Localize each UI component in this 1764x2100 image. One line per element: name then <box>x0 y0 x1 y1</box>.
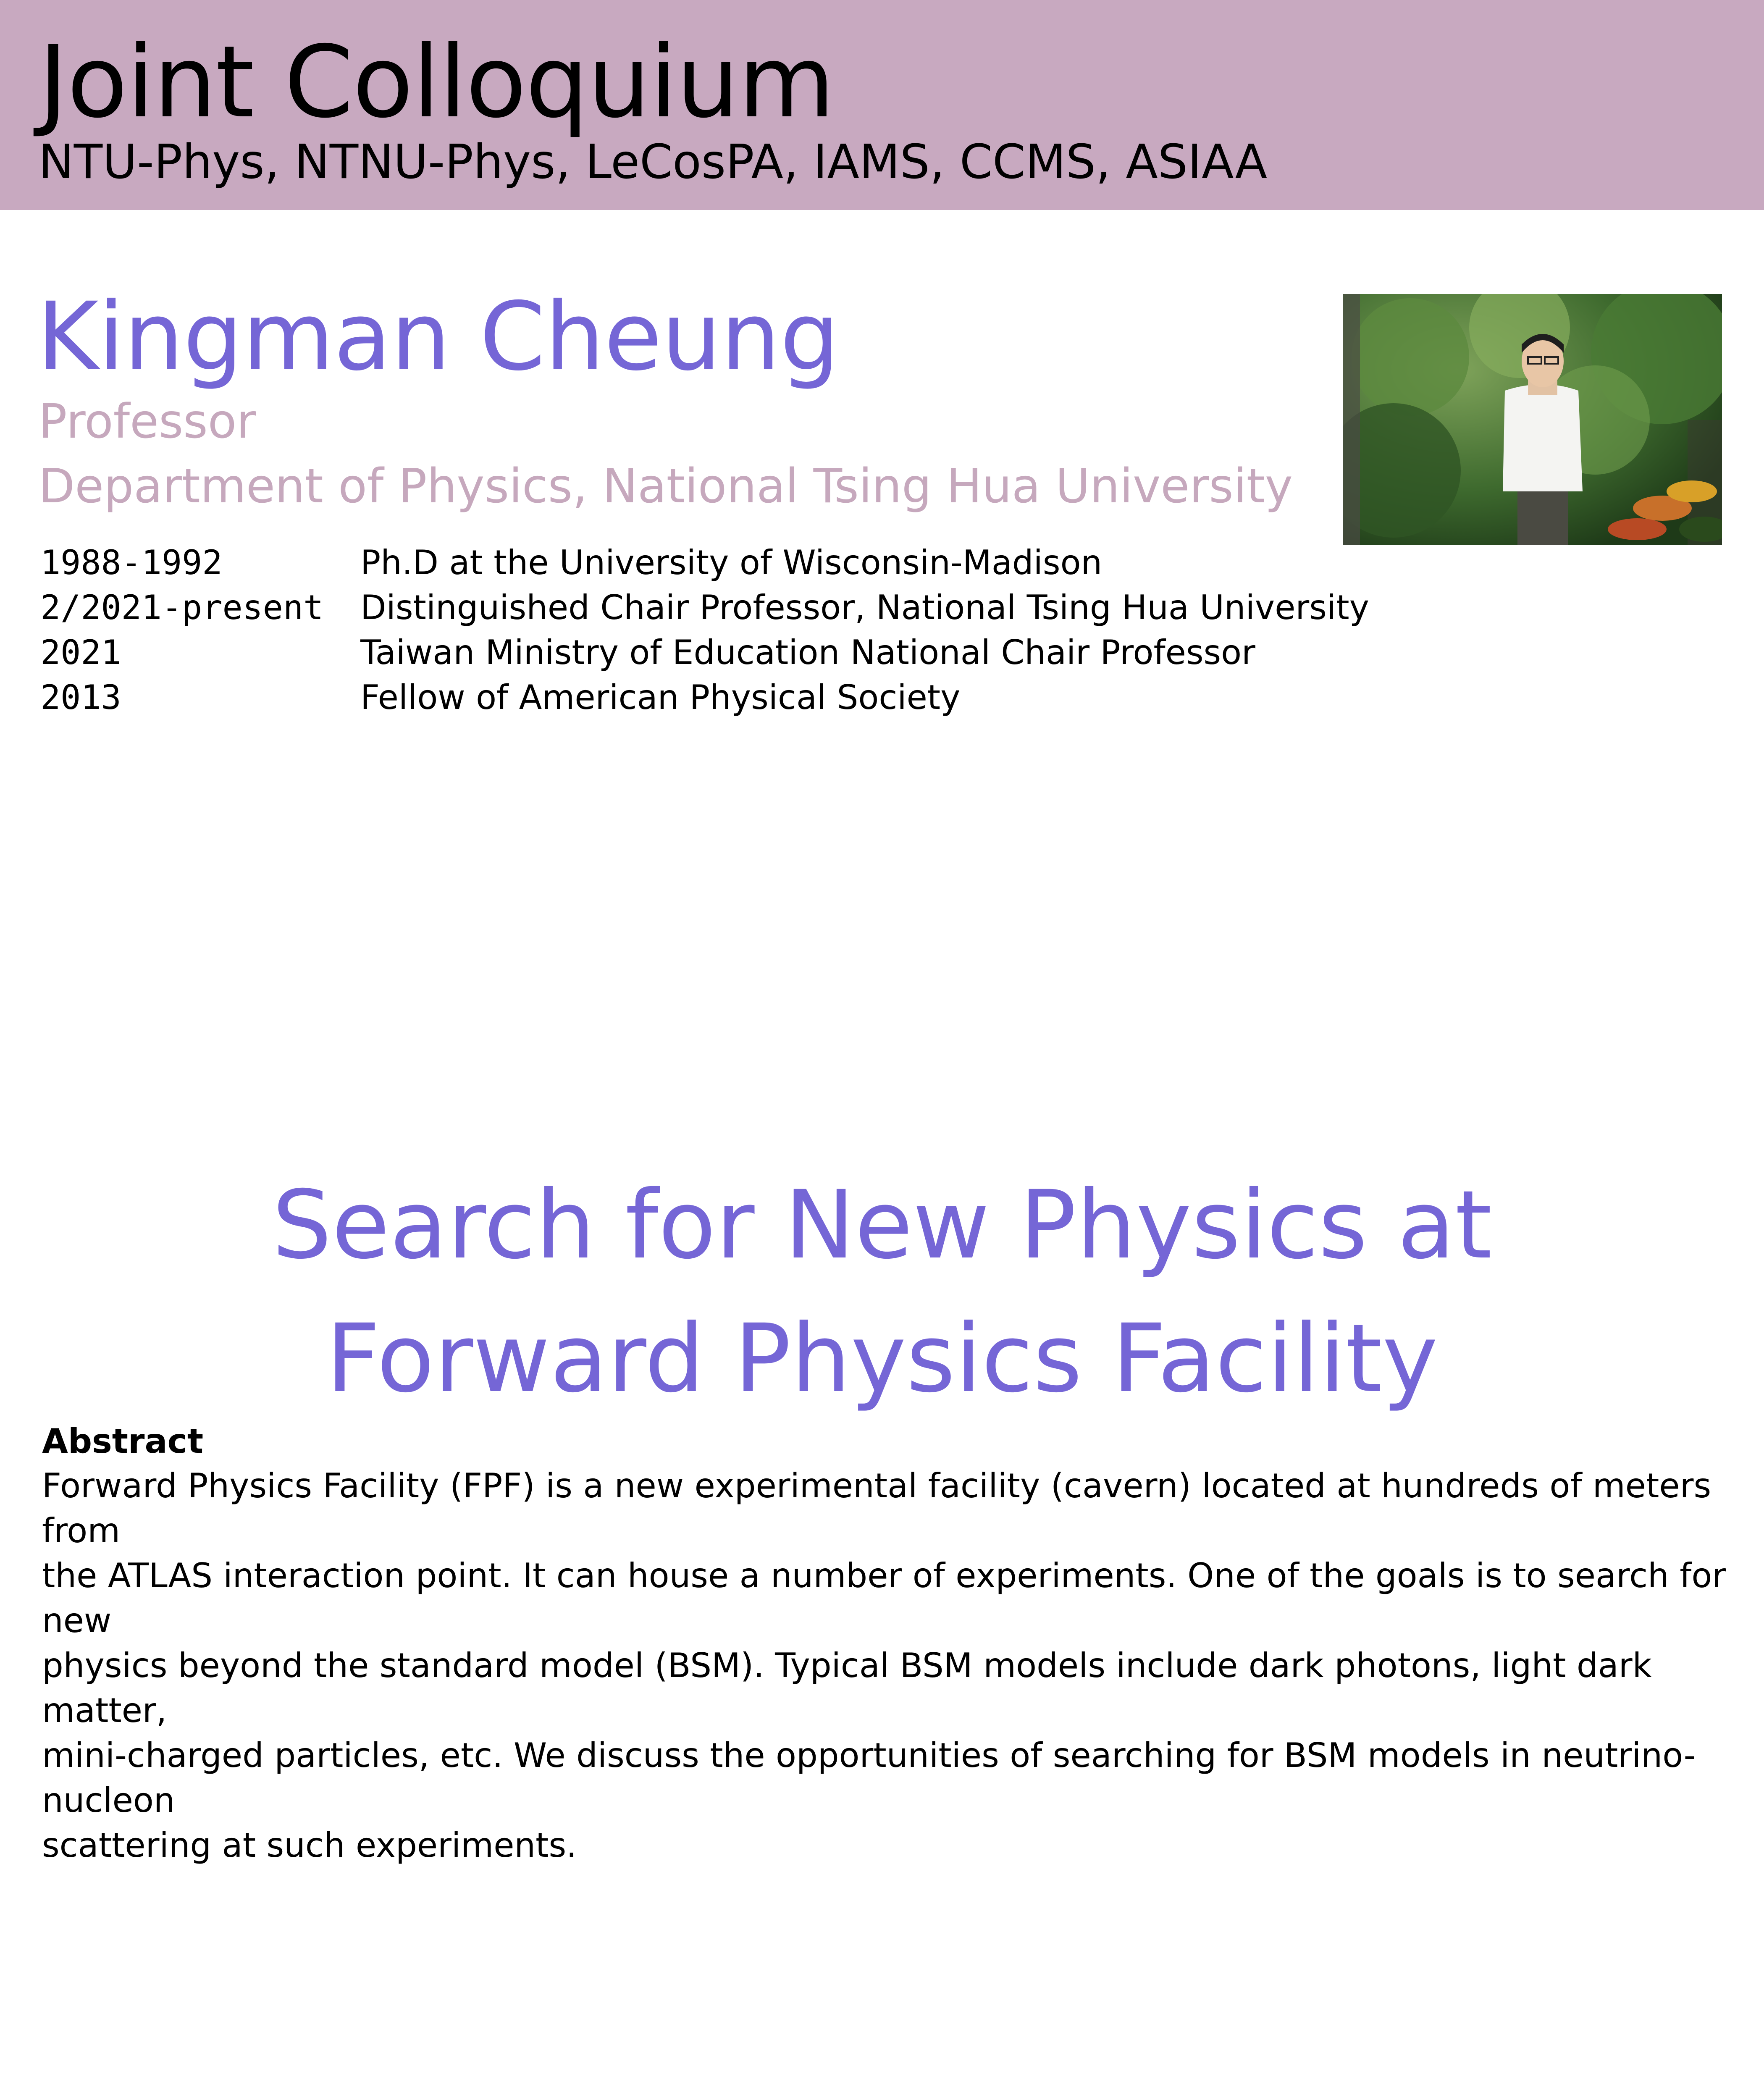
abstract-line: physics beyond the standard model (BSM). Typical BSM models include dark photons, light dark matter, <box>42 1646 1652 1730</box>
cv-year: 2/2021-present <box>40 588 324 627</box>
abstract-line: Forward Physics Facility (FPF) is a new experimental facility (cavern) located at hundreds of meters from <box>42 1466 1712 1550</box>
event-title: Joint Colloquium <box>39 24 834 140</box>
speaker-position: Professor <box>39 394 256 449</box>
abstract-line: the ATLAS interaction point. It can house a number of experiments. One of the goals is to search for new <box>42 1556 1726 1640</box>
cv-description: Fellow of American Physical Society <box>360 678 961 717</box>
cv-row <box>40 586 1369 631</box>
cv-year: 2013 <box>40 678 121 717</box>
cv-description: Ph.D at the University of Wisconsin-Madison <box>360 543 1102 582</box>
talk-title <box>0 1158 1764 1425</box>
cv-row <box>40 541 1342 586</box>
cv-row <box>40 676 1342 721</box>
abstract-heading: Abstract <box>42 1422 204 1461</box>
cv-description: Distinguished Chair Professor, National Tsing Hua University <box>360 588 1369 627</box>
cv-year: 2021 <box>40 633 121 672</box>
cv-year: 1988-1992 <box>40 543 223 582</box>
abstract-line: mini-charged particles, etc. We discuss the opportunities of searching for BSM models in neutrino-nucleon <box>42 1736 1696 1820</box>
organizers-line: NTU-Phys, NTNU-Phys, LeCosPA, IAMS, CCMS, ASIAA <box>39 135 1268 189</box>
speaker-department: Department of Physics, National Tsing Hua University <box>39 459 1293 514</box>
speaker-name: Kingman Cheung <box>37 282 840 391</box>
talk-title-line: Search for New Physics at <box>272 1170 1492 1280</box>
cv-description: Taiwan Ministry of Education National Chair Professor <box>360 633 1256 672</box>
abstract-line: scattering at such experiments. <box>42 1826 577 1865</box>
cv-row <box>40 631 1342 676</box>
abstract-text <box>42 1463 1739 1868</box>
speaker-portrait-photo <box>1343 294 1722 545</box>
cv-list <box>40 541 1369 721</box>
talk-title-line: Forward Physics Facility <box>326 1304 1438 1413</box>
